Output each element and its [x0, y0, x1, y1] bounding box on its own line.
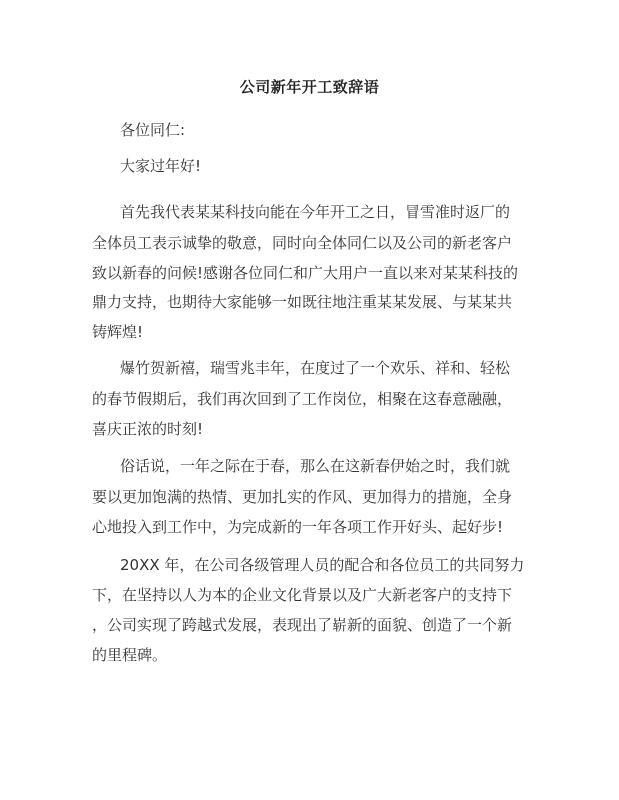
paragraph-line: 下，在坚持以人为本的企业文化背景以及广大新老客户的支持下: [92, 586, 513, 604]
paragraph-line: 铸辉煌!: [92, 323, 144, 341]
greeting-line: 各位同仁:: [120, 121, 186, 139]
paragraph-line: 心地投入到工作中，为完成新的一年各项工作开好头、起好步!: [92, 518, 504, 536]
paragraph-line: 俗话说，一年之际在于春，那么在这新春伊始之时，我们就: [120, 457, 511, 475]
paragraph-line: 的里程碑。: [92, 646, 168, 664]
paragraph-line: 的春节假期后，我们再次回到了工作岗位，相聚在这春意融融，: [92, 390, 513, 408]
paragraph-line: 首先我代表某某科技向能在今年开工之日，冒雪准时返厂的: [120, 203, 511, 221]
salutation-line: 大家过年好!: [120, 157, 202, 175]
document-title: 公司新年开工致辞语: [239, 78, 380, 96]
paragraph-line: 全体员工表示诚挚的敬意，同时向全体同仁以及公司的新老客户: [92, 234, 513, 252]
paragraph-line: 致以新春的问候!感谢各位同仁和广大用户一直以来对某某科技的: [92, 264, 519, 282]
paragraph-line: 爆竹贺新禧，瑞雪兆丰年，在度过了一个欢乐、祥和、轻松: [120, 359, 511, 377]
paragraph-line: 鼎力支持，也期待大家能够一如既往地注重某某发展、与某某共: [92, 293, 513, 311]
paragraph-line: 20XX 年，在公司各级管理人员的配合和各位员工的共同努力: [120, 556, 525, 574]
paragraph-line: 喜庆正浓的时刻!: [92, 420, 204, 438]
paragraph-line: ，公司实现了跨越式发展，表现出了崭新的面貌、创造了一个新: [92, 616, 513, 634]
paragraph-line: 要以更加饱满的热情、更加扎实的作风、更加得力的措施，全身: [92, 488, 513, 506]
